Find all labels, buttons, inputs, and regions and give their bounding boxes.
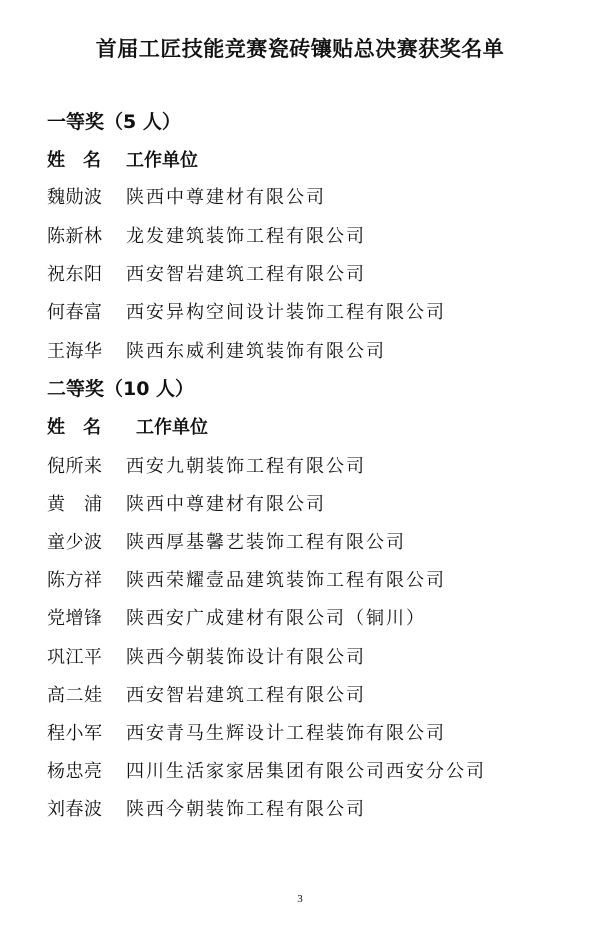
winner-unit: 西安九朝装饰工程有限公司	[126, 456, 366, 477]
section-heading-second-prize: 二等奖（10 人）	[47, 378, 195, 400]
winner-unit: 陕西中尊建材有限公司	[126, 187, 326, 208]
winner-name: 巩江平	[47, 647, 103, 668]
winner-unit: 西安智岩建筑工程有限公司	[126, 685, 366, 706]
winner-name: 倪所来	[47, 456, 103, 477]
page-title: 首届工匠技能竞赛瓷砖镶贴总决赛获奖名单	[95, 37, 505, 61]
winner-unit: 陕西今朝装饰工程有限公司	[126, 799, 366, 820]
winner-name: 童少波	[47, 532, 103, 553]
winner-unit: 四川生活家家居集团有限公司西安分公司	[126, 761, 486, 782]
winner-unit: 陕西中尊建材有限公司	[126, 494, 326, 515]
winner-unit: 陕西今朝装饰设计有限公司	[126, 647, 366, 668]
winner-unit: 陕西荣耀壹品建筑装饰工程有限公司	[126, 570, 446, 591]
winner-name: 陈方祥	[47, 570, 103, 591]
winner-name: 高二娃	[47, 685, 103, 706]
winner-name: 魏勋波	[47, 187, 103, 208]
winner-unit: 西安智岩建筑工程有限公司	[126, 264, 366, 285]
winner-unit: 龙发建筑装饰工程有限公司	[126, 226, 366, 247]
section-heading-first-prize: 一等奖（5 人）	[47, 111, 181, 133]
winner-name: 刘春波	[47, 799, 103, 820]
winner-name: 黄 浦	[47, 494, 103, 515]
column-header-name: 姓 名	[47, 150, 101, 171]
winner-name: 王海华	[47, 341, 103, 362]
winner-unit: 陕西东威利建筑装饰有限公司	[126, 341, 386, 362]
column-header-unit: 工作单位	[126, 150, 198, 171]
winner-unit: 西安青马生辉设计工程装饰有限公司	[126, 723, 446, 744]
winner-unit: 西安异构空间设计装饰工程有限公司	[126, 302, 446, 323]
page-number: 3	[297, 893, 303, 905]
winner-name: 杨忠亮	[47, 761, 103, 782]
winner-name: 祝东阳	[47, 264, 103, 285]
winner-unit: 陕西厚基馨艺装饰工程有限公司	[126, 532, 406, 553]
winner-name: 程小军	[47, 723, 103, 744]
column-header-unit: 工作单位	[136, 417, 208, 438]
winner-name: 何春富	[47, 302, 103, 323]
column-header-name: 姓 名	[47, 417, 101, 438]
winner-unit: 陕西安广成建材有限公司（铜川）	[126, 608, 426, 629]
winner-name: 陈新林	[47, 226, 103, 247]
winner-name: 党增锋	[47, 608, 103, 629]
